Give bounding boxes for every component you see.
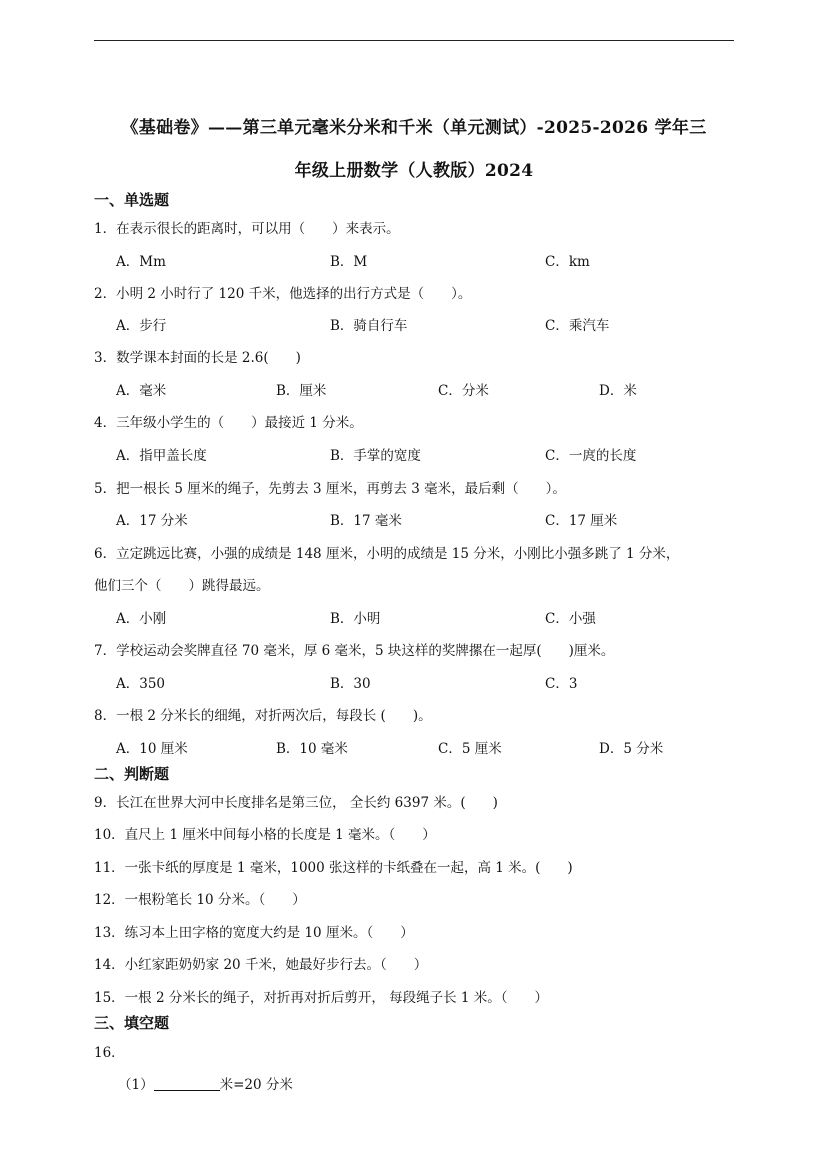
q16-sub1-label: （1） xyxy=(118,1077,154,1093)
q7-option-a[interactable]: A．350 xyxy=(116,676,166,692)
question-12: 12．一根粉笔长 10 分米。（ ） xyxy=(94,892,306,908)
q4-option-a[interactable]: A．指甲盖长度 xyxy=(116,448,207,464)
q4-option-b[interactable]: B．手掌的宽度 xyxy=(330,448,421,464)
question-11: 11．一张卡纸的厚度是 1 毫米，1000 张这样的卡纸叠在一起，高 1 米。( ) xyxy=(94,860,573,876)
q16-sub1-answer-blank[interactable] xyxy=(154,1076,220,1091)
question-2: 2．小明 2 小时行了 120 千米，他选择的出行方式是（ ）。 xyxy=(94,286,472,302)
question-6-line1: 6．立定跳远比赛，小强的成绩是 148 厘米，小明的成绩是 15 分米，小刚比小强多跳了 1 分米， xyxy=(94,546,680,562)
question-13: 13．练习本上田字格的宽度大约是 10 厘米。（ ） xyxy=(94,925,414,941)
doc-title-line2: 年级上册数学（人教版）2024 xyxy=(294,161,534,181)
q2-option-c[interactable]: C．乘汽车 xyxy=(545,318,610,334)
q5-option-b[interactable]: B．17 毫米 xyxy=(330,513,402,529)
q5-option-c[interactable]: C．17 厘米 xyxy=(545,513,618,529)
doc-title-line1: 《基础卷》——第三单元毫米分米和千米（单元测试）-2025-2026 学年三 xyxy=(121,118,707,138)
section-heading-true-false: 二、判断题 xyxy=(94,765,170,783)
q3-option-b[interactable]: B．厘米 xyxy=(276,383,327,399)
question-6-line2: 他们三个（ ）跳得最远。 xyxy=(94,578,270,594)
question-1: 1．在表示很长的距离时，可以用（ ）来表示。 xyxy=(94,221,400,237)
q6-option-c[interactable]: C．小强 xyxy=(545,611,596,627)
q3-option-d[interactable]: D．米 xyxy=(599,383,637,399)
q2-option-b[interactable]: B．骑自行车 xyxy=(330,318,408,334)
q16-sub1-tail: 米=20 分米 xyxy=(219,1077,293,1093)
q1-option-c[interactable]: C．km xyxy=(545,254,590,270)
header-rule xyxy=(94,40,734,41)
question-4: 4．三年级小学生的（ ）最接近 1 分米。 xyxy=(94,415,363,431)
q7-option-b[interactable]: B．30 xyxy=(330,676,371,692)
question-7: 7．学校运动会奖牌直径 70 毫米，厚 6 毫米，5 块这样的奖牌摞在一起厚( )厘米。 xyxy=(94,643,615,659)
q5-option-a[interactable]: A．17 分米 xyxy=(116,513,188,529)
q8-option-b[interactable]: B．10 毫米 xyxy=(276,741,348,757)
question-10: 10．直尺上 1 厘米中间每小格的长度是 1 毫米。（ ） xyxy=(94,827,436,843)
q7-option-c[interactable]: C．3 xyxy=(545,676,578,692)
q3-option-a[interactable]: A．毫米 xyxy=(116,383,167,399)
q1-option-b[interactable]: B．M xyxy=(330,254,368,270)
question-5: 5．把一根长 5 厘米的绳子，先剪去 3 厘米，再剪去 3 毫米，最后剩（ ）。 xyxy=(94,481,566,497)
q8-option-a[interactable]: A．10 厘米 xyxy=(116,741,188,757)
question-3: 3．数学课本封面的长是 2.6( ) xyxy=(94,350,301,366)
section-heading-fill-blank: 三、填空题 xyxy=(94,1014,170,1032)
q1-option-a[interactable]: A．Mm xyxy=(116,254,166,270)
q3-option-c[interactable]: C．分米 xyxy=(438,383,489,399)
q6-option-b[interactable]: B．小明 xyxy=(330,611,381,627)
q8-option-d[interactable]: D．5 分米 xyxy=(599,741,664,757)
question-16: 16． xyxy=(94,1045,125,1061)
question-14: 14．小红家距奶奶家 20 千米，她最好步行去。（ ） xyxy=(94,957,428,973)
q4-option-c[interactable]: C．一庹的长度 xyxy=(545,448,637,464)
question-16-sub-1 xyxy=(118,1073,293,1093)
q2-option-a[interactable]: A．步行 xyxy=(116,318,167,334)
question-9: 9．长江在世界大河中长度排名是第三位， 全长约 6397 米。( ) xyxy=(94,795,498,811)
q8-option-c[interactable]: C．5 厘米 xyxy=(438,741,502,757)
q6-option-a[interactable]: A．小刚 xyxy=(116,611,167,627)
section-heading-single-choice: 一、单选题 xyxy=(94,191,170,209)
question-15: 15．一根 2 分米长的绳子，对折再对折后剪开， 每段绳子长 1 米。（ ） xyxy=(94,990,549,1006)
question-8: 8．一根 2 分米长的细绳，对折两次后，每段长 ( )。 xyxy=(94,708,432,724)
